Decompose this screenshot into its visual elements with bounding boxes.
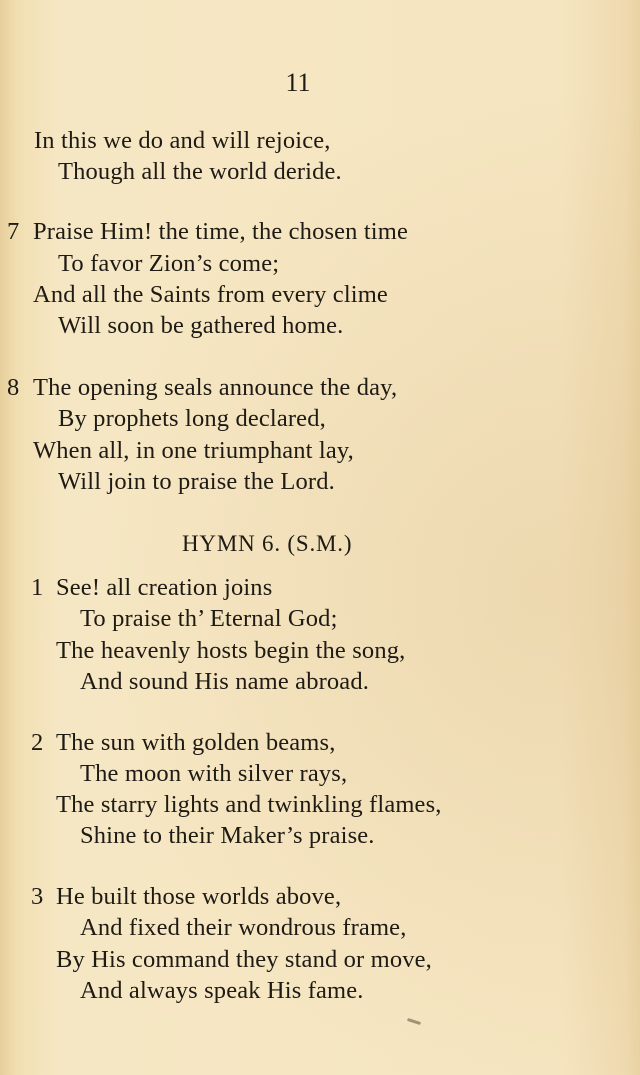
verse-line: Will soon be gathered home.: [58, 312, 344, 339]
verse-line: To praise th’ Eternal God;: [80, 605, 338, 632]
verse-line: And always speak His fame.: [80, 977, 364, 1004]
hymn-heading: HYMN 6. (S.M.): [182, 531, 353, 556]
page-number: 11: [285, 68, 311, 97]
verse-number: 7: [7, 218, 20, 245]
verse-line: Praise Him! the time, the chosen time: [33, 218, 408, 245]
verse-line: And all the Saints from every clime: [33, 281, 388, 308]
verse-number: 3: [31, 883, 44, 910]
verse-line: By prophets long declared,: [58, 405, 326, 432]
verse-line: Will join to praise the Lord.: [58, 468, 335, 495]
verse-number: 2: [31, 729, 44, 756]
verse-line: The sun with golden beams,: [56, 729, 336, 756]
verse-line: The moon with silver rays,: [80, 760, 348, 787]
ink-mark: [407, 1018, 421, 1025]
verse-line: The starry lights and twinkling flames,: [56, 791, 442, 818]
verse-line: To favor Zion’s come;: [58, 250, 280, 277]
verse-line: By His command they stand or move,: [56, 946, 432, 973]
verse-line: Though all the world deride.: [58, 158, 342, 185]
verse-line: In this we do and will rejoice,: [34, 127, 331, 154]
verse-line: And fixed their wondrous frame,: [80, 914, 407, 941]
verse-line: And sound His name abroad.: [80, 668, 369, 695]
verse-line: The heavenly hosts begin the song,: [56, 637, 406, 664]
verse-line: The opening seals announce the day,: [33, 374, 398, 401]
verse-number: 1: [31, 574, 44, 601]
verse-line: See! all creation joins: [56, 574, 273, 601]
verse-line: He built those worlds above,: [56, 883, 342, 910]
verse-line: Shine to their Maker’s praise.: [80, 822, 375, 849]
verse-line: When all, in one triumphant lay,: [33, 437, 354, 464]
verse-number: 8: [7, 374, 20, 401]
